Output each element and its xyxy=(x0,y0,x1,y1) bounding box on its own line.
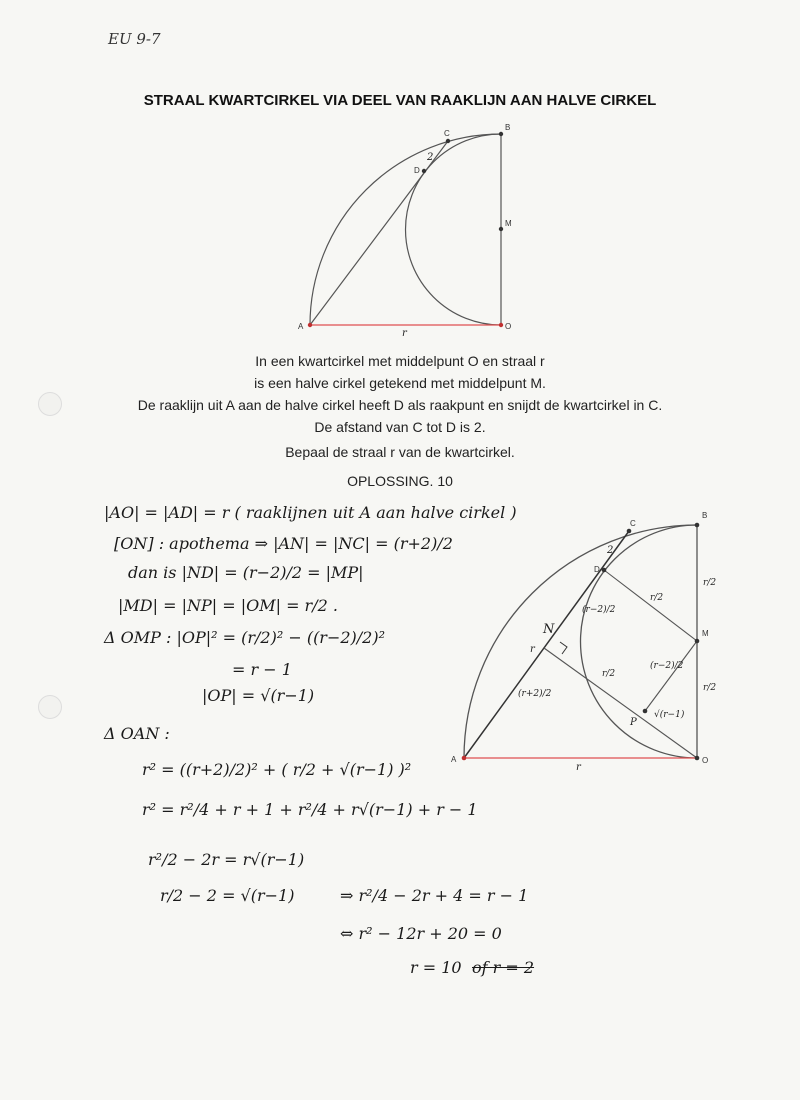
fig1-label-d: D xyxy=(414,166,420,175)
fig2-label-mo: r/2 xyxy=(703,683,717,693)
solution-line: Δ OMP : |OP|² = (r/2)² − ((r−2)/2)² xyxy=(104,628,386,647)
fig2-label-op: √(r−1) xyxy=(654,710,685,720)
fig2-label-np: r/2 xyxy=(602,669,616,679)
solution-line: ⇔ r² − 12r + 20 = 0 xyxy=(340,924,502,943)
problem-line: De afstand van C tot D is 2. xyxy=(314,419,486,435)
problem-line: is een halve cirkel getekend met middelpunt M. xyxy=(254,375,546,391)
solution-line: r² = r²/4 + r + 1 + r²/4 + r√(r−1) + r − 1 xyxy=(142,800,478,819)
fig2-label-bm: r/2 xyxy=(703,578,717,588)
fig2-label-p: P xyxy=(630,717,637,728)
fig1-label-a: A xyxy=(298,322,304,331)
fig2-label-o: O xyxy=(702,756,709,765)
solution-rejected: of r = 2 xyxy=(472,958,535,977)
question: Bepaal de straal r van de kwartcirkel. xyxy=(285,444,515,460)
solution-line: r² = ((r+2)/2)² + ( r/2 + √(r−1) )² xyxy=(142,760,412,779)
page-title: STRAAL KWARTCIRKEL VIA DEEL VAN RAAKLIJN AAN HALVE CIRKEL xyxy=(143,92,657,109)
fig1-label-cd: 2 xyxy=(427,152,434,163)
solution-line: dan is |ND| = (r−2)/2 = |MP| xyxy=(128,563,364,582)
fig2-label-n: N xyxy=(543,622,555,637)
fig2-label-b: B xyxy=(702,511,708,520)
punch-hole xyxy=(38,695,62,719)
figure-solution xyxy=(450,505,735,780)
punch-hole xyxy=(38,392,62,416)
solution-line: |MD| = |NP| = |OM| = r/2 . xyxy=(118,596,338,615)
exercise-code: EU 9-7 xyxy=(108,30,161,48)
solution-line: |OP| = √(r−1) xyxy=(202,686,315,705)
fig2-label-nd: (r−2)/2 xyxy=(582,605,616,615)
fig2-label-cd: 2 xyxy=(607,545,614,556)
solution-line: [ON] : apothema ⇒ |AN| = |NC| = (r+2)/2 xyxy=(114,534,453,553)
figure-quarter-circle xyxy=(290,118,530,338)
fig2-label-dm: r/2 xyxy=(650,593,664,603)
fig1-label-c: C xyxy=(444,129,450,138)
fig2-label-an-frac: (r+2)/2 xyxy=(518,689,552,699)
fig1-label-o: O xyxy=(505,322,512,331)
solution-line: Δ OAN : xyxy=(104,724,170,743)
problem-statement xyxy=(0,350,800,438)
solution-line: r²/2 − 2r = r√(r−1) xyxy=(148,850,305,869)
fig2-label-d: D xyxy=(594,565,600,574)
solution-line: |AO| = |AD| = r ( raaklijnen uit A aan halve cirkel ) xyxy=(104,503,517,522)
fig2-label-mp: (r−2)/2 xyxy=(650,661,684,671)
fig2-label-radius: r xyxy=(576,762,581,773)
solution-line: ⇒ r²/4 − 2r + 4 = r − 1 xyxy=(340,886,529,905)
fig1-label-r: r xyxy=(402,328,407,338)
fig2-label-m: M xyxy=(702,629,709,638)
fig1-label-b: B xyxy=(505,123,511,132)
solution-answer: r = 10 xyxy=(410,958,462,977)
fig2-label-a: A xyxy=(451,755,457,764)
fig1-label-m: M xyxy=(505,219,512,228)
fig2-label-an-r: r xyxy=(530,644,535,655)
solution-line: r/2 − 2 = √(r−1) xyxy=(160,886,295,905)
solution-title: OPLOSSING. 10 xyxy=(347,473,453,489)
problem-line: De raaklijn uit A aan de halve cirkel heeft D als raakpunt en snijdt de kwartcirkel in C. xyxy=(137,397,663,413)
problem-line: In een kwartcirkel met middelpunt O en straal r xyxy=(255,353,545,369)
fig2-label-c: C xyxy=(630,519,636,528)
solution-line: = r − 1 xyxy=(232,660,292,679)
